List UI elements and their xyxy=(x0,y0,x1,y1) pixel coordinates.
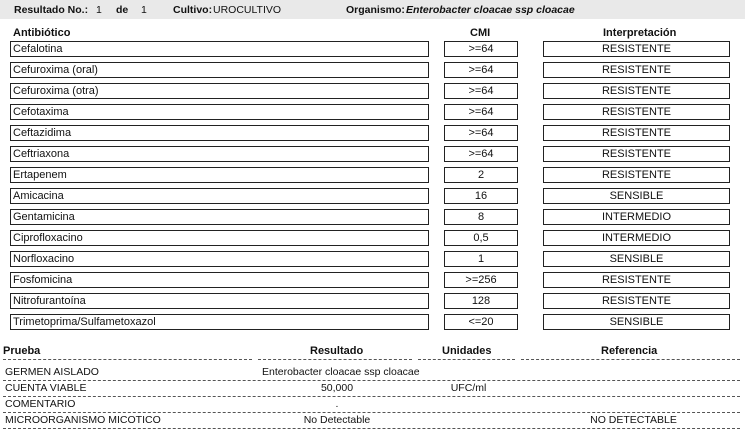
cmi-value: >=256 xyxy=(444,272,518,288)
cmi-value: >=64 xyxy=(444,104,518,120)
test-units: UFC/ml xyxy=(450,382,487,394)
col-antibiotico: Antibiótico xyxy=(13,27,71,39)
test-result: 50,000 xyxy=(320,382,354,394)
cmi-value: >=64 xyxy=(444,62,518,78)
cmi-value: 1 xyxy=(444,251,518,267)
test-row xyxy=(0,381,745,397)
test-name: COMENTARIO xyxy=(5,398,76,410)
col-cmi: CMI xyxy=(470,27,491,39)
antibiotic-row xyxy=(0,125,745,143)
antibiotic-name: Ciprofloxacino xyxy=(10,230,429,246)
antibiotic-name: Ceftriaxona xyxy=(10,146,429,162)
interpretation-value: RESISTENTE xyxy=(543,293,730,309)
interpretation-value: RESISTENTE xyxy=(543,41,730,57)
result-header xyxy=(0,0,745,19)
antibiotic-name: Cefalotina xyxy=(10,41,429,57)
antibiotic-row xyxy=(0,62,745,80)
interpretation-value: RESISTENTE xyxy=(543,272,730,288)
interpretation-value: SENSIBLE xyxy=(543,251,730,267)
antibiotic-row xyxy=(0,146,745,164)
test-name: CUENTA VIABLE xyxy=(5,382,87,394)
organismo-label: Organismo: xyxy=(346,4,405,16)
divider-prueba xyxy=(3,359,252,360)
col-referencia: Referencia xyxy=(601,345,658,357)
test-result: . xyxy=(335,398,339,410)
interpretation-value: SENSIBLE xyxy=(543,314,730,330)
cmi-value: 128 xyxy=(444,293,518,309)
col-interpretacion: Interpretación xyxy=(603,27,677,39)
cmi-value: >=64 xyxy=(444,146,518,162)
test-reference: NO DETECTABLE xyxy=(590,414,677,426)
cmi-value: <=20 xyxy=(444,314,518,330)
test-result: No Detectable xyxy=(303,414,371,426)
test-name: GERMEN AISLADO xyxy=(5,366,99,378)
interpretation-value: RESISTENTE xyxy=(543,167,730,183)
antibiotic-row xyxy=(0,167,745,185)
antibiotic-name: Nitrofurantoína xyxy=(10,293,429,309)
antibiotic-row xyxy=(0,272,745,290)
divider-referencia xyxy=(521,359,740,360)
cmi-value: 0,5 xyxy=(444,230,518,246)
antibiotic-row xyxy=(0,104,745,122)
de-number: 1 xyxy=(141,4,147,16)
antibiotic-name: Ertapenem xyxy=(10,167,429,183)
antibiotic-name: Cefuroxima (oral) xyxy=(10,62,429,78)
divider-resultado xyxy=(258,359,412,360)
antibiotic-row xyxy=(0,293,745,311)
test-row xyxy=(0,413,745,429)
antibiotic-name: Cefotaxima xyxy=(10,104,429,120)
antibiotic-name: Gentamicina xyxy=(10,209,429,225)
antibiotic-name: Trimetoprima/Sulfametoxazol xyxy=(10,314,429,330)
resultado-number: 1 xyxy=(96,4,102,16)
resultado-label: Resultado No.: xyxy=(14,4,89,16)
divider-unidades xyxy=(418,359,515,360)
interpretation-value: INTERMEDIO xyxy=(543,230,730,246)
col-prueba: Prueba xyxy=(3,345,41,357)
antibiotic-row xyxy=(0,251,745,269)
antibiotic-row xyxy=(0,209,745,227)
de-label: de xyxy=(116,4,129,16)
cmi-value: >=64 xyxy=(444,41,518,57)
antibiotic-row xyxy=(0,230,745,248)
cultivo-label: Cultivo: xyxy=(173,4,213,16)
antibiotic-row xyxy=(0,41,745,59)
row-divider xyxy=(3,428,740,429)
interpretation-value: SENSIBLE xyxy=(543,188,730,204)
test-result: Enterobacter cloacae ssp cloacae xyxy=(262,366,420,378)
cultivo-value: UROCULTIVO xyxy=(213,4,282,16)
antibiotic-name: Cefuroxima (otra) xyxy=(10,83,429,99)
antibiotic-name: Ceftazidima xyxy=(10,125,429,141)
cmi-value: >=64 xyxy=(444,125,518,141)
antibiotic-row xyxy=(0,314,745,332)
test-row xyxy=(0,365,745,381)
antibiotic-row xyxy=(0,83,745,101)
interpretation-value: RESISTENTE xyxy=(543,83,730,99)
cmi-value: 8 xyxy=(444,209,518,225)
test-row xyxy=(0,397,745,413)
interpretation-value: INTERMEDIO xyxy=(543,209,730,225)
interpretation-value: RESISTENTE xyxy=(543,62,730,78)
cmi-value: >=64 xyxy=(444,83,518,99)
col-unidades: Unidades xyxy=(442,345,492,357)
test-name: MICROORGANISMO MICOTICO xyxy=(5,414,161,426)
interpretation-value: RESISTENTE xyxy=(543,125,730,141)
antibiotic-row xyxy=(0,188,745,206)
interpretation-value: RESISTENTE xyxy=(543,146,730,162)
interpretation-value: RESISTENTE xyxy=(543,104,730,120)
cmi-value: 16 xyxy=(444,188,518,204)
organismo-value: Enterobacter cloacae ssp cloacae xyxy=(406,4,575,16)
cmi-value: 2 xyxy=(444,167,518,183)
col-resultado: Resultado xyxy=(310,345,364,357)
antibiotic-name: Fosfomicina xyxy=(10,272,429,288)
antibiotic-name: Norfloxacino xyxy=(10,251,429,267)
antibiotic-name: Amicacina xyxy=(10,188,429,204)
